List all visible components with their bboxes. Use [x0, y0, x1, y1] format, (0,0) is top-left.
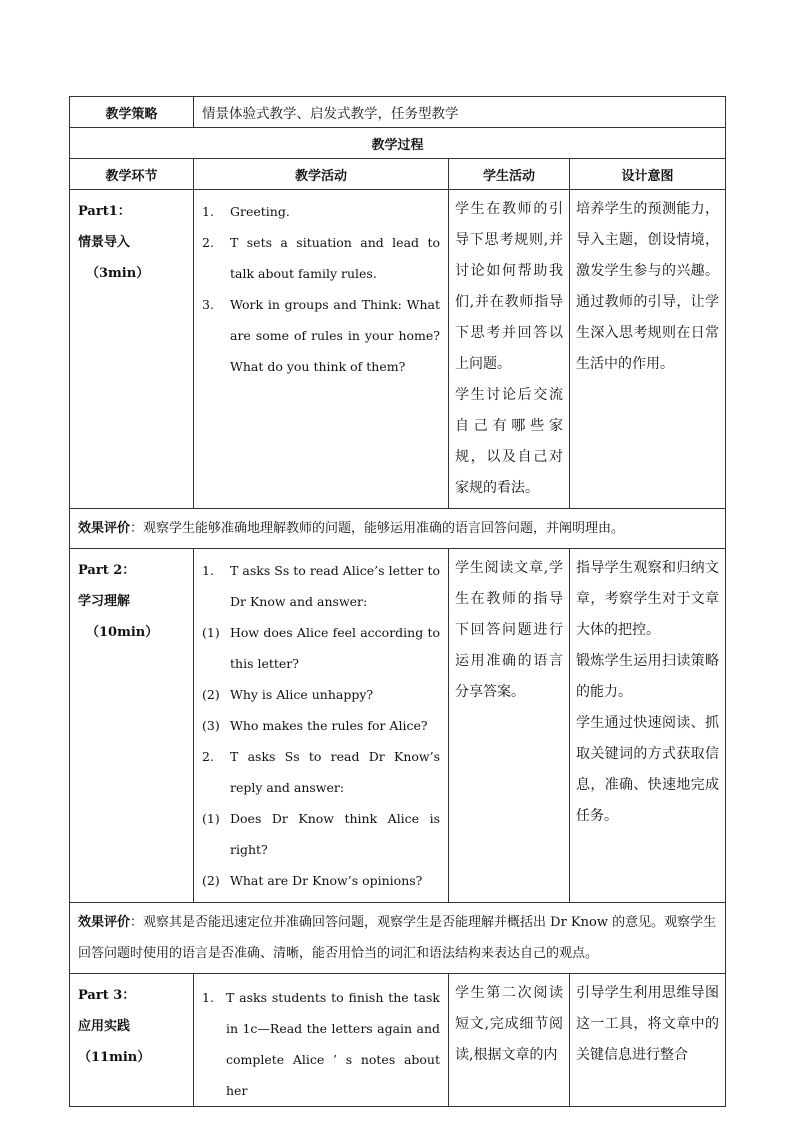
part2-name: Part 2：: [78, 563, 136, 578]
part3-student-activity: [449, 974, 570, 1107]
design-intent-text: 锻炼学生运用扫读策略的能力。: [576, 653, 719, 700]
activity-number: 3.: [202, 297, 214, 312]
column-header-activity: 教学活动: [194, 159, 449, 190]
part1-duration: （3min）: [86, 266, 150, 281]
part1-design-intent: [570, 190, 726, 509]
activity-number: 1.: [202, 990, 214, 1005]
evaluation-text: ：观察学生能够准确地理解教师的问题，能够运用准确的语言回答问题，并阐明理由。: [130, 521, 625, 536]
activity-item: [202, 227, 440, 289]
design-intent-text: 学生通过快速阅读、抓取关键词的方式获取信息，准确、快速地完成任务。: [576, 715, 719, 824]
part2-stage-cell: [70, 549, 194, 903]
column-header-row: [70, 159, 726, 190]
part3-activities: [194, 974, 449, 1107]
part3-duration: （11min）: [78, 1050, 151, 1065]
activity-item: [202, 617, 440, 679]
activity-text: T sets a situation and lead to talk about family rules.: [230, 235, 440, 281]
lesson-plan-table: [69, 96, 726, 1107]
activity-text: What are Dr Know’s opinions?: [230, 873, 423, 888]
part2-evaluation: [70, 903, 726, 974]
evaluation-label: 效果评价: [78, 915, 131, 930]
activity-text: Who makes the rules for Alice?: [230, 718, 428, 733]
part1-name: Part1：: [78, 204, 131, 219]
design-intent-text: 培养学生的预测能力，导入主题，创设情境，激发学生参与的兴趣。通过教师的引导，让学生深入思考规则在日常生活中的作用。: [576, 201, 719, 372]
activity-number: 1.: [202, 204, 214, 219]
design-intent-text: 指导学生观察和归纳文章，考察学生对于文章大体的把控。: [576, 560, 719, 638]
strategy-value: 情景体验式教学、启发式教学，任务型教学: [194, 97, 726, 128]
column-header-intent: 设计意图: [570, 159, 726, 190]
activity-item: [202, 555, 440, 617]
evaluation-label: 效果评价: [78, 521, 131, 536]
process-title: 教学过程: [70, 128, 726, 159]
strategy-label: 教学策略: [70, 97, 194, 128]
activity-number: 2.: [202, 749, 214, 764]
part1-evaluation-row: [70, 509, 726, 549]
student-activity-text: 学生讨论后交流自己有哪些家规，以及自己对家规的看法。: [455, 387, 563, 496]
activity-number: (1): [202, 811, 220, 826]
design-intent-text: 引导学生利用思维导图这一工具，将文章中的关键信息进行整合: [576, 985, 719, 1063]
part2-student-activity: [449, 549, 570, 903]
part3-stage-line: [78, 1011, 187, 1073]
part3-name: Part 3：: [78, 988, 136, 1003]
activity-text: How does Alice feel according to this letter?: [230, 625, 440, 671]
part1-stage: 情景导入: [78, 235, 131, 250]
student-activity-text: 学生阅读文章,学生在教师的指导下回答问题进行运用准确的语言分享答案。: [455, 560, 563, 700]
activity-item: [202, 710, 440, 741]
activity-text: Greeting.: [230, 204, 290, 219]
activity-item: [202, 196, 440, 227]
part1-stage-cell: [70, 190, 194, 509]
part1-row: [70, 190, 726, 509]
activity-number: 2.: [202, 235, 214, 250]
student-activity-text: 学生在教师的引导下思考规则,并讨论如何帮助我们,并在教师指导下思考并回答以上问题。: [455, 201, 563, 372]
activity-item: [202, 289, 440, 382]
activity-text: T asks Ss to read Dr Know’s reply and answer:: [230, 749, 440, 795]
part1-activities: [194, 190, 449, 509]
part2-activities: [194, 549, 449, 903]
activity-item: [202, 982, 440, 1106]
activity-item: [202, 865, 440, 896]
activity-number: (2): [202, 687, 220, 702]
part2-row: [70, 549, 726, 903]
part3-design-intent: [570, 974, 726, 1107]
activity-number: (1): [202, 625, 220, 640]
part2-stage: 学习理解: [78, 594, 131, 609]
part3-stage: 应用实践: [78, 1019, 131, 1034]
activity-number: 1.: [202, 563, 214, 578]
part3-row: [70, 974, 726, 1107]
part2-design-intent: [570, 549, 726, 903]
student-activity-text: 学生第二次阅读短文,完成细节阅读,根据文章的内: [455, 985, 563, 1063]
activity-item: [202, 679, 440, 710]
column-header-stage: 教学环节: [70, 159, 194, 190]
part1-student-activity: [449, 190, 570, 509]
activity-text: Why is Alice unhappy?: [230, 687, 374, 702]
part1-evaluation: [70, 509, 726, 549]
activity-number: (2): [202, 873, 220, 888]
evaluation-text: ：观察其是否能迅速定位并准确回答问题，观察学生是否能理解并概括出 Dr Know 的意见。观察学生回答问题时使用的语言是否准确、清晰，能否用恰当的词汇和语法结构来表达自己的观点。: [78, 915, 717, 961]
process-title-row: [70, 128, 726, 159]
activity-item: [202, 741, 440, 803]
column-header-student: 学生活动: [449, 159, 570, 190]
activity-text: Work in groups and Think: What are some of rules in your home? What do you think of them?: [230, 297, 440, 374]
strategy-row: [70, 97, 726, 128]
activity-text: T asks students to finish the task in 1c—Read the letters again and complete Alice ’ s notes about her: [226, 990, 440, 1098]
activity-number: (3): [202, 718, 220, 733]
activity-item: [202, 803, 440, 865]
activity-text: Does Dr Know think Alice is right?: [230, 811, 440, 857]
part2-evaluation-row: [70, 903, 726, 974]
activity-text: T asks Ss to read Alice’s letter to Dr Know and answer:: [230, 563, 440, 609]
part2-duration: （10min）: [86, 625, 159, 640]
part3-stage-cell: [70, 974, 194, 1107]
